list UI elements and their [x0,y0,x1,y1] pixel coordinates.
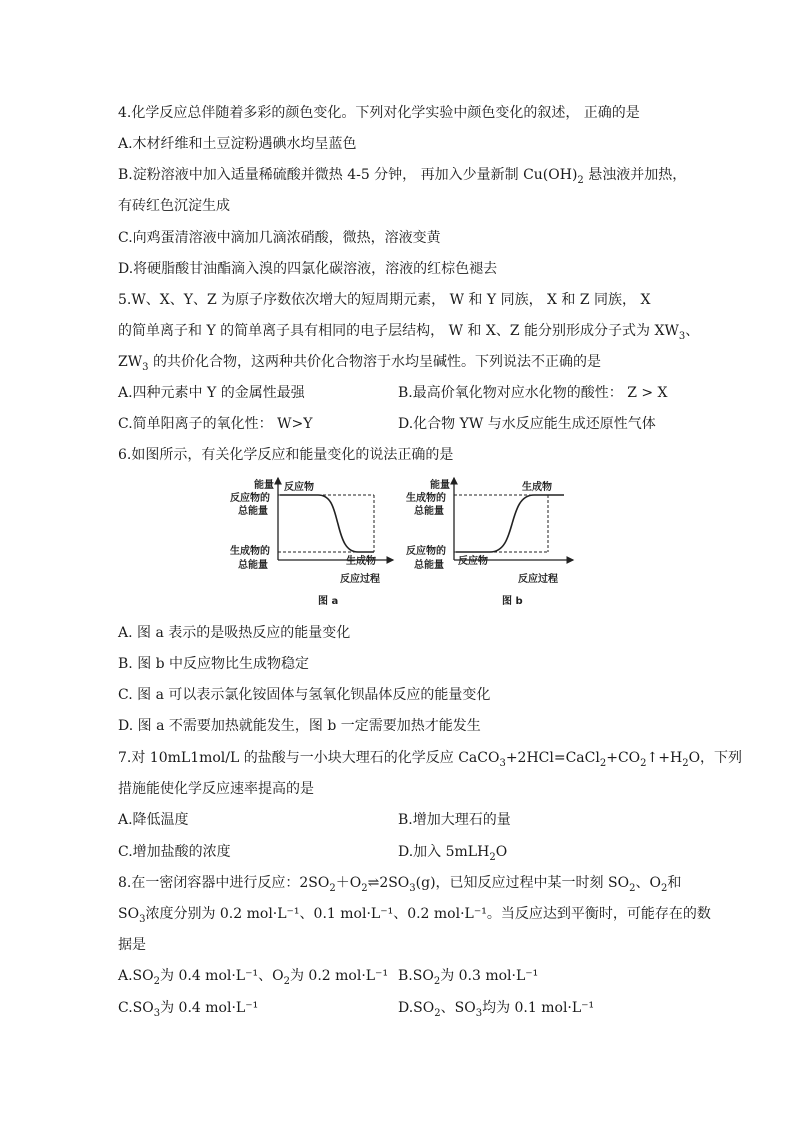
q5-option-b: B.最高价氧化物对应水化物的酸性： Z > X [398,385,668,401]
fig-b-reactant-total-1: 反应物的 [406,546,446,557]
fig-a-curve [280,495,374,552]
fig-a-xlabel: 反应过程 [340,574,380,585]
q7-stem-line1: 7.对 10mL1mol/L 的盐酸与一小块大理石的化学反应 $CaCO_3+2HCl=CaCl_2+CO_2↑+H_2O$，下列 [118,750,743,769]
q6-stem: 6.如图所示，有关化学反应和能量变化的说法正确的是 [118,447,454,463]
q5-option-c: C.简单阳离子的氧化性： W>Y [118,416,313,432]
energy-diagram-svg [228,472,578,614]
q5-stem-line2: 的简单离子和 Y 的简单离子具有相同的电子层结构， W 和 X、Z 能分别形成分子式为 $XW_3$、 [118,323,700,342]
q4-option-c: C.向鸡蛋清溶液中滴加几滴浓硝酸，微热，溶液变黄 [118,230,441,246]
q7-option-d: D.加入 5mLH$_2$O [398,844,508,863]
fig-a-product: 生成物 [346,556,376,567]
q8-option-b: $B.SO_2$为 0.3 mol·L⁻¹ [398,968,539,987]
q8-stem-line3: 据是 [118,937,146,953]
q7-option-b: B.增加大理石的量 [398,812,511,828]
fig-b-reactant: 反应物 [458,556,488,567]
fig-b-product-total-1: 生成物的 [406,493,446,504]
fig-a-reactant-total-1: 反应物的 [230,493,270,504]
q8-option-d: $D.SO_2$、$SO_3$均为 0.1 mol·L⁻¹ [398,1000,595,1019]
fig-b-energy: 能量 [430,480,450,491]
q4-option-b-line1: B.淀粉溶液中加入适量稀硫酸并微热 4-5 分钟， 再加入少量新制 $Cu(OH)_2$ 悬浊液并加热， [118,167,687,186]
fig-a-energy: 能量 [254,480,274,491]
q6-option-c: C. 图 a 可以表示氯化铵固体与氢氧化钡晶体反应的能量变化 [118,687,491,703]
figure-a [230,478,393,607]
fig-a-product-total-1: 生成物的 [230,546,270,557]
fig-b-xlabel: 反应过程 [518,574,558,585]
q4-option-d: D.将硬脂酸甘油酯滴入溴的四氯化碳溶液，溶液的红棕色褪去 [118,261,498,277]
figure-b [406,478,573,607]
q7-stem-line2: 措施能使化学反应速率提高的是 [118,781,314,797]
fig-b-reactant-total-2: 总能量 [414,560,444,571]
fig-a-caption: 图 a [318,596,339,607]
q5-stem-line3: $ZW_3$ 的共价化合物，这两种共价化合物溶于水均呈碱性。下列说法不正确的是 [118,354,601,373]
q6-option-a: A. 图 a 表示的是吸热反应的能量变化 [118,625,351,641]
q5-option-a: A.四种元素中 Y 的金属性最强 [118,385,305,401]
q5-stem-line1: 5.W、X、Y、Z 为原子序数依次增大的短周期元素， W 和 Y 同族， X 和 Z 同族， X [118,292,651,308]
q8-stem-line2: $SO_3$浓度分别为 0.2 mol·L⁻¹、0.1 mol·L⁻¹、0.2 mol·L⁻¹。当反应达到平衡时，可能存在的数 [118,906,711,925]
fig-a-reactant-total-2: 总能量 [238,506,268,517]
fig-b-caption: 图 b [502,596,523,607]
q4-option-a: A.木材纤维和土豆淀粉遇碘水均呈蓝色 [118,136,357,152]
q8-option-c: $C.SO_3$为 0.4 mol·L⁻¹ [118,1000,259,1019]
q8-stem-line1: 8.在一密闭容器中进行反应：$2SO_2+O_2\rightleftharpoons 2SO_3(g)$，已知反应过程中某一时刻 $SO_2$、$O_2$和 [118,875,682,894]
fig-a-reactant: 反应物 [284,482,314,493]
q4-stem: 4.化学反应总伴随着多彩的颜色变化。下列对化学实验中颜色变化的叙述， 正确的是 [118,105,640,121]
q7-option-c: C.增加盐酸的浓度 [118,844,231,860]
equilibrium-arrow-icon: ⇌ [367,875,380,891]
fig-b-product-total-2: 总能量 [414,506,444,517]
q4-option-b-line2: 有砖红色沉淀生成 [118,198,230,214]
fig-a-product-total-2: 总能量 [238,560,268,571]
q8-option-a: $A.SO_2$为 0.4 mol·L⁻¹、$O_2$为 0.2 mol·L⁻¹ [118,968,389,987]
energy-diagram-figure [228,472,578,618]
q6-option-d: D. 图 a 不需要加热就能发生，图 b 一定需要加热才能发生 [118,718,481,734]
q5-option-d: D.化合物 YW 与水反应能生成还原性气体 [398,416,656,432]
fig-b-curve [456,495,564,552]
q6-option-b: B. 图 b 中反应物比生成物稳定 [118,656,310,672]
fig-b-product: 生成物 [522,482,552,493]
q7-option-a: A.降低温度 [118,812,189,828]
